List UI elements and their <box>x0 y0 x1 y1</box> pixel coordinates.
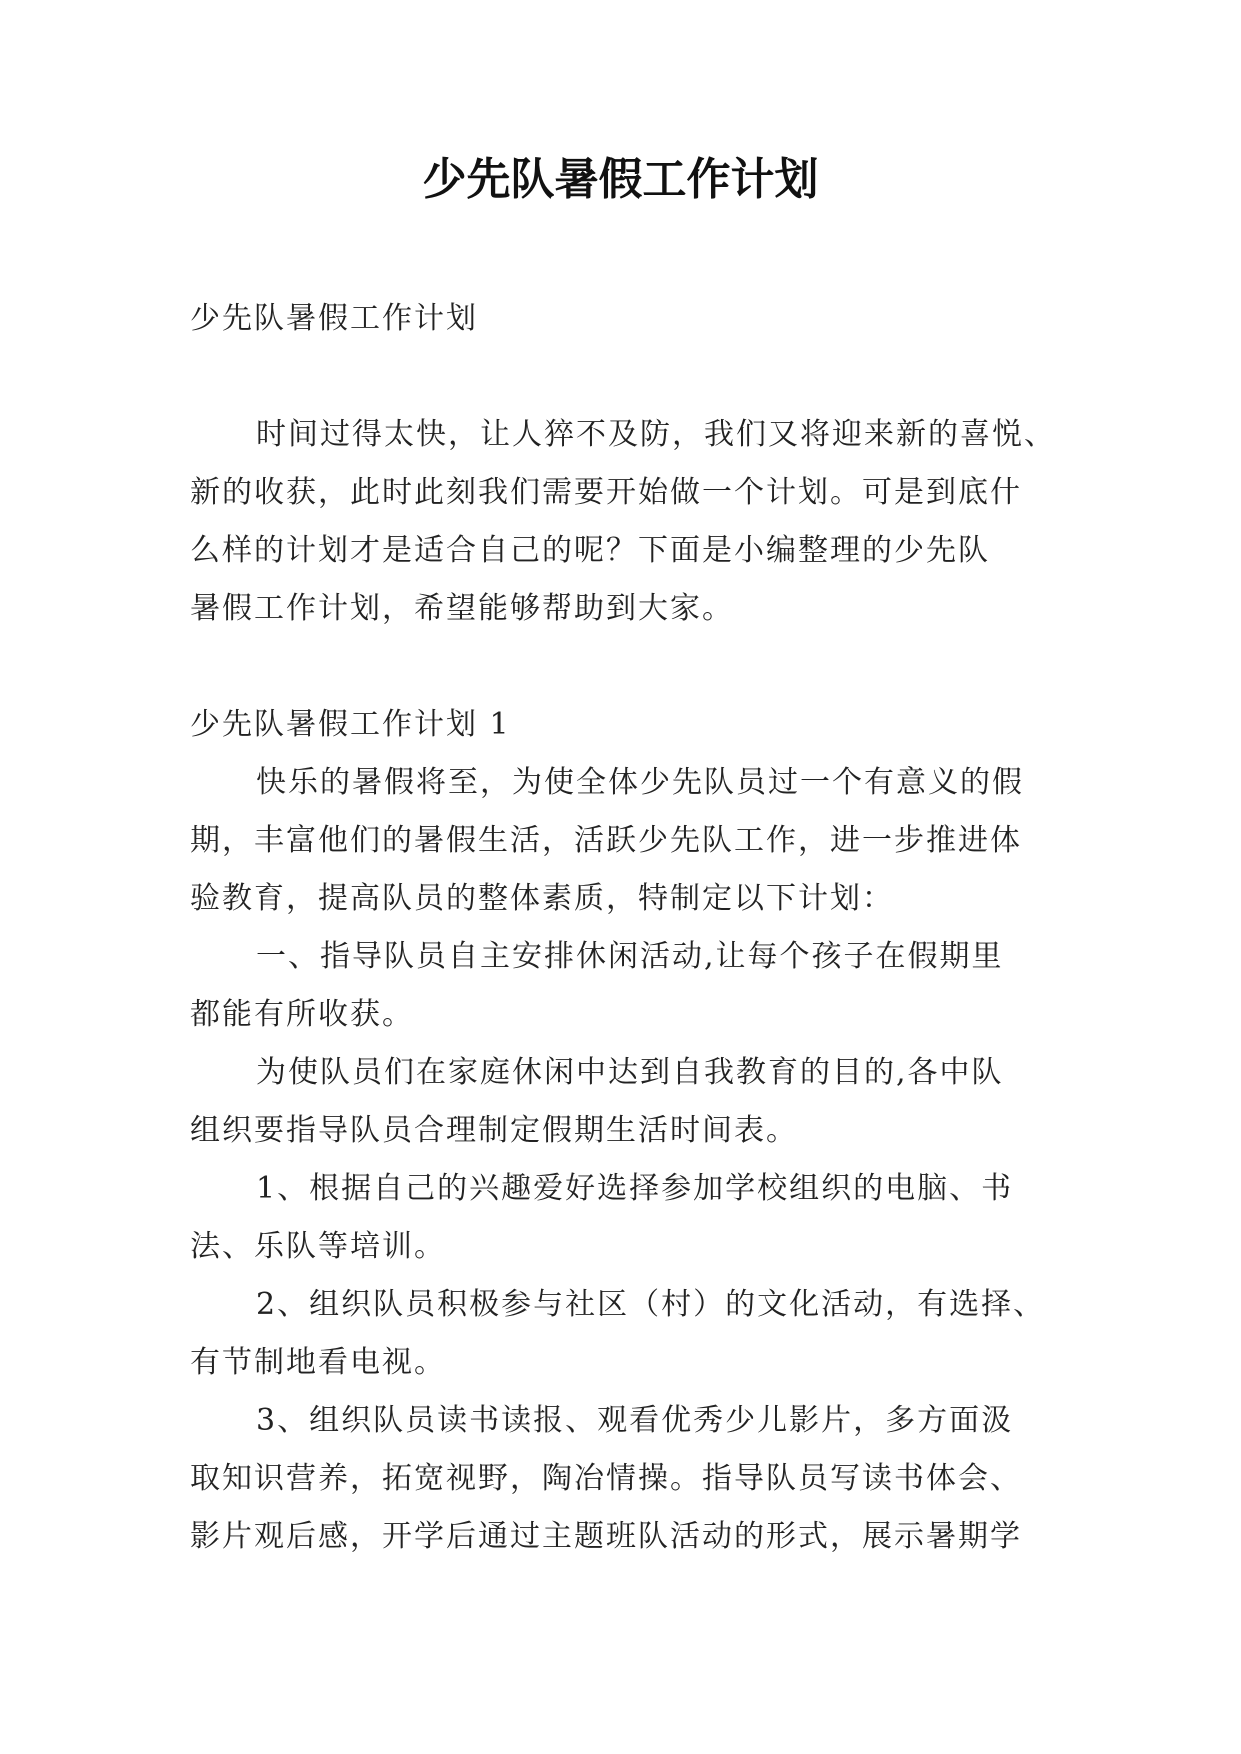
document-subtitle: 少先队暑假工作计划 <box>190 301 478 336</box>
body-line: 法、乐队等培训。 <box>190 1229 446 1264</box>
body-line: 1、根据自己的兴趣爱好选择参加学校组织的电脑、书 <box>256 1171 1014 1206</box>
body-line: 期，丰富他们的暑假生活，活跃少先队工作，进一步推进体 <box>190 823 1022 858</box>
body-line: 2、组织队员积极参与社区（村）的文化活动，有选择、 <box>256 1287 1046 1322</box>
body-line: 快乐的暑假将至，为使全体少先队员过一个有意义的假 <box>256 765 1024 800</box>
intro-line: 新的收获，此时此刻我们需要开始做一个计划。可是到底什 <box>190 475 1022 510</box>
intro-line: 么样的计划才是适合自己的呢？下面是小编整理的少先队 <box>190 533 990 568</box>
section-heading: 少先队暑假工作计划 1 <box>190 707 511 742</box>
document-title: 少先队暑假工作计划 <box>422 154 819 205</box>
body-line: 一、指导队员自主安排休闲活动,让每个孩子在假期里 <box>256 939 1004 974</box>
body-line: 影片观后感，开学后通过主题班队活动的形式，展示暑期学 <box>190 1519 1022 1554</box>
body-line: 验教育，提高队员的整体素质，特制定以下计划： <box>190 881 894 916</box>
body-line: 组织要指导队员合理制定假期生活时间表。 <box>190 1113 798 1148</box>
document-body <box>190 290 1056 1566</box>
body-line: 有节制地看电视。 <box>190 1345 446 1380</box>
intro-line: 时间过得太快，让人猝不及防，我们又将迎来新的喜悦、 <box>256 417 1056 452</box>
body-line: 都能有所收获。 <box>190 997 414 1032</box>
body-line: 3、组织队员读书读报、观看优秀少儿影片，多方面汲 <box>256 1403 1014 1438</box>
intro-line: 暑假工作计划，希望能够帮助到大家。 <box>190 591 734 626</box>
body-line: 取知识营养，拓宽视野，陶冶情操。指导队员写读书体会、 <box>190 1461 1022 1496</box>
body-line: 为使队员们在家庭休闲中达到自我教育的目的,各中队 <box>256 1055 1004 1090</box>
